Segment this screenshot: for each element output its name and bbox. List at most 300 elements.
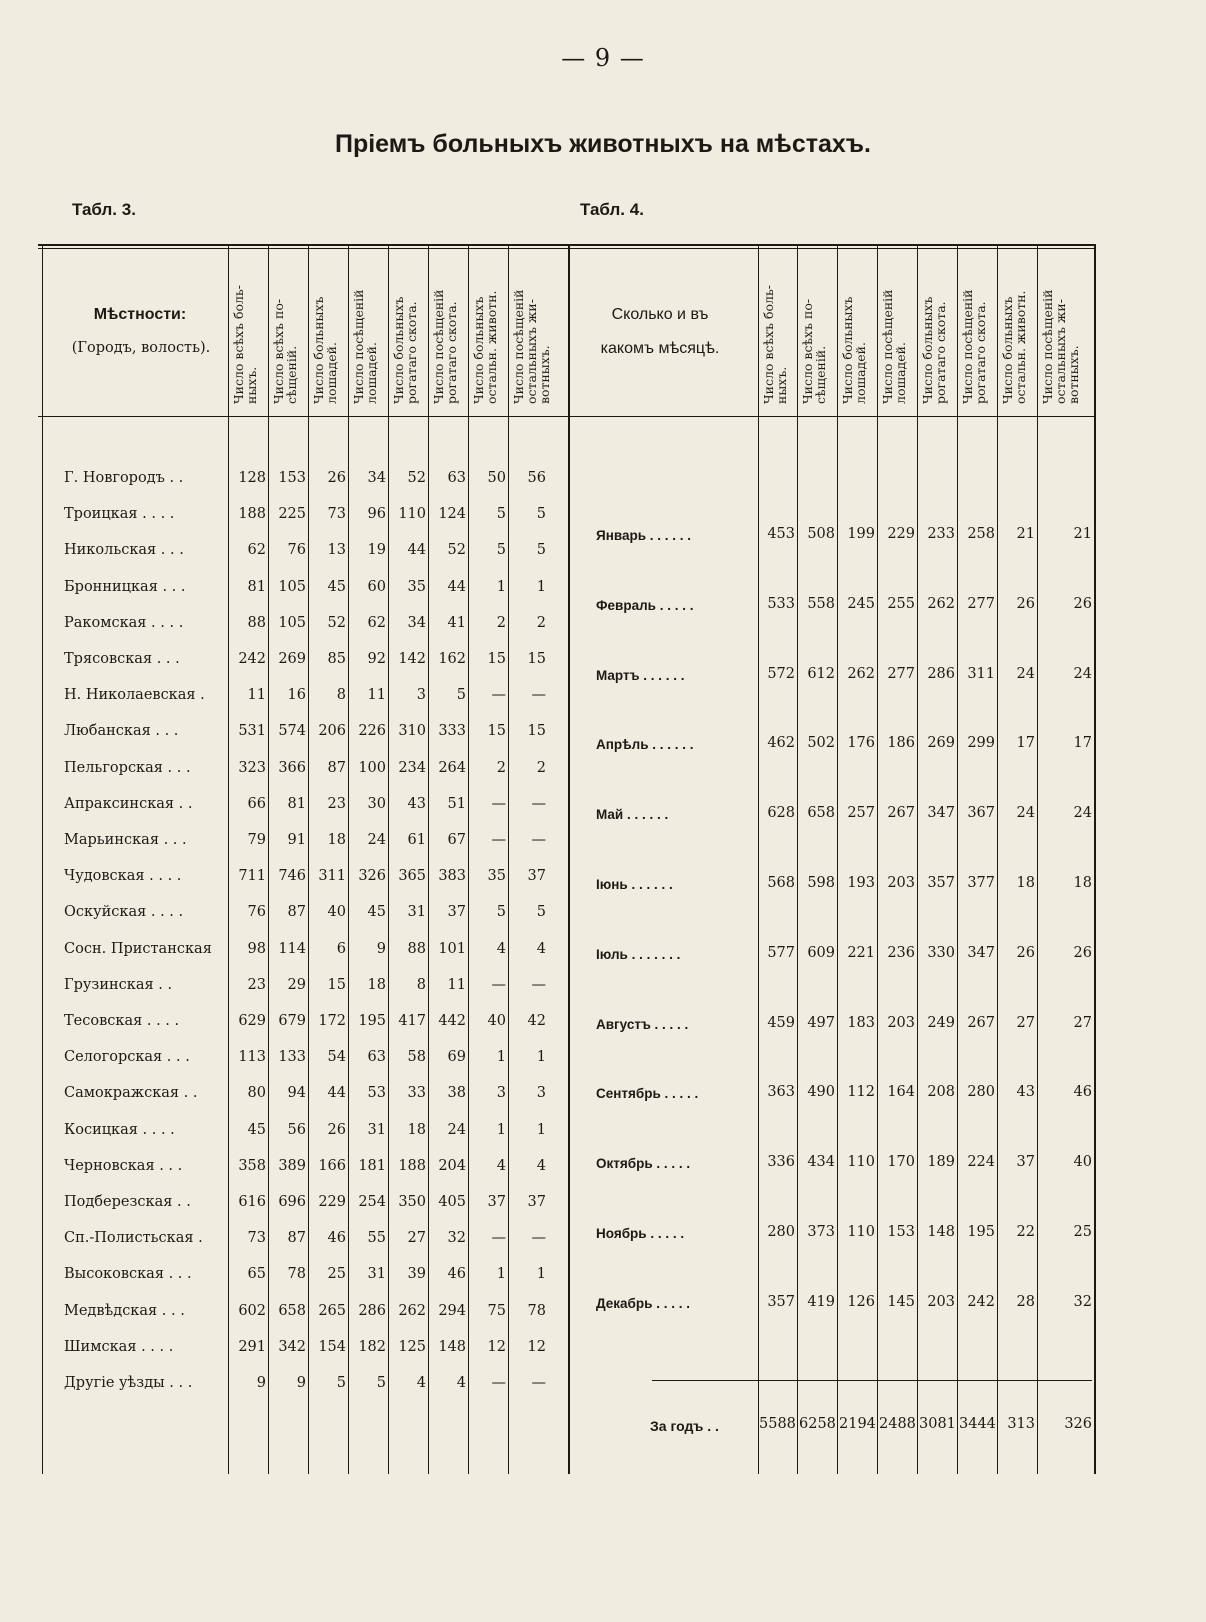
table3-cell: 76 (247, 904, 266, 921)
table3-cell: 4 (496, 940, 506, 957)
table3-cell: 1 (536, 1049, 546, 1066)
table4-cell: 236 (887, 944, 915, 961)
table4-cell: 21 (1016, 526, 1035, 542)
table3-cell: 225 (278, 506, 306, 523)
table4-cell: 434 (807, 1154, 835, 1171)
table3-cell: 5 (496, 506, 506, 523)
table4-cell: 453 (767, 526, 795, 542)
table3-cell: 23 (327, 795, 346, 812)
table3-cell: 264 (438, 759, 466, 776)
table3-cell: 87 (327, 759, 346, 776)
table3-row-name: Марьинская . . . (64, 832, 187, 848)
table4-cell: 176 (847, 735, 875, 752)
table4-cell: 126 (847, 1293, 875, 1310)
table4-total-cell: 326 (1064, 1416, 1092, 1432)
table4-cell: 286 (927, 665, 955, 682)
table3-cell: 35 (487, 868, 506, 885)
table4-month-name: Май . . . . . . (596, 807, 669, 823)
table3-cell: 616 (238, 1194, 266, 1210)
table3-row-name: Самокражская . . (64, 1085, 198, 1102)
table3-cell: 181 (358, 1157, 386, 1174)
table4-cell: 40 (1073, 1154, 1092, 1171)
table4-cell: 508 (807, 526, 835, 542)
table3-cell: 1 (496, 1266, 506, 1283)
table4-cell: 255 (887, 595, 915, 612)
table3-row-name: Косицкая . . . . (64, 1121, 175, 1138)
table3-column-header (268, 252, 308, 404)
table3-cell: 2 (496, 759, 506, 776)
table3-cell: 9 (256, 1375, 266, 1391)
table4-cell: 148 (927, 1224, 955, 1240)
table4-col-rule (837, 244, 838, 1474)
table3-cell: 2 (496, 614, 506, 631)
table4-column-header (797, 252, 837, 404)
table3-cell: 55 (367, 1230, 386, 1247)
table3-row-name: Шимская . . . . (64, 1338, 174, 1355)
table3-cell: — (491, 1230, 506, 1247)
table3-cell: 3 (416, 687, 426, 704)
table3-cell: 1 (496, 1121, 506, 1138)
table4-column-header (1037, 252, 1094, 404)
table3-cell: 291 (238, 1338, 266, 1355)
table4-cell: 26 (1073, 595, 1092, 612)
table3-cell: 27 (407, 1230, 426, 1247)
table3-cell: — (531, 795, 546, 812)
table4-cell: 203 (887, 875, 915, 891)
table3-col-rule (268, 244, 269, 1474)
table3-cell: 18 (407, 1121, 426, 1138)
table4-cell: 24 (1073, 805, 1092, 822)
table3-cell: 52 (407, 470, 426, 486)
table3-cell: 37 (487, 1194, 506, 1210)
table4-cell: 18 (1016, 875, 1035, 891)
table3-cell: 242 (238, 651, 266, 667)
table3-cell: 182 (358, 1338, 386, 1355)
table3-row-name: Другіе уѣзды . . . (64, 1375, 193, 1391)
table3-row-name: Никольская . . . (64, 542, 184, 559)
table4-cell: 110 (847, 1224, 875, 1240)
table4-cell: 26 (1016, 944, 1035, 961)
table3-column-header-text: Число всѣхъ боль- ныхъ. (231, 284, 259, 404)
table4-cell: 110 (847, 1154, 875, 1171)
table3-cell: 37 (527, 1194, 546, 1210)
table4-column-header-text: Число всѣхъ боль- ныхъ. (761, 284, 789, 404)
table4-cell: 27 (1016, 1014, 1035, 1031)
table4-head-title: Сколько и въ (611, 306, 709, 323)
table4-cell: 195 (967, 1224, 995, 1240)
table4-col-rule (997, 244, 998, 1474)
table3-cell: 13 (327, 542, 346, 559)
table3-cell: 11 (247, 687, 266, 704)
table3-row-name: Ракомская . . . . (64, 614, 184, 631)
table3-cell: 531 (238, 723, 266, 740)
table3-cell: 188 (398, 1157, 426, 1174)
table4-cell: 577 (767, 944, 795, 961)
left-border (42, 244, 43, 1474)
table3-cell: 383 (438, 868, 466, 885)
table4-cell: 233 (927, 526, 955, 542)
page-title: Пріемъ больныхъ животныхъ на мѣстахъ. (335, 130, 871, 158)
page-number: — 9 — (561, 44, 645, 72)
table3-cell: 333 (438, 723, 466, 740)
table3-cell: 15 (487, 651, 506, 667)
table4-month-name: Ноябрь . . . . . (596, 1226, 685, 1241)
table4-cell: 189 (927, 1154, 955, 1171)
table3-cell: — (491, 687, 506, 704)
table3-cell: 162 (438, 651, 466, 667)
table3-cell: 8 (336, 687, 346, 704)
table3-row-name: Бронницкая . . . (64, 578, 186, 595)
table4-cell: 183 (847, 1014, 875, 1031)
table3-column-header (348, 252, 388, 404)
table3-cell: 696 (278, 1194, 306, 1210)
table3-cell: 105 (278, 578, 306, 595)
table3-cell: 5 (536, 542, 546, 559)
table4-month-name: Февраль . . . . . (596, 597, 694, 613)
table3-cell: 73 (247, 1230, 266, 1247)
table3-column-header (468, 252, 508, 404)
table4-column-header (758, 252, 797, 404)
table4-cell: 203 (887, 1014, 915, 1031)
table4-col-rule (758, 244, 759, 1474)
table4-cell: 24 (1016, 805, 1035, 822)
table3-cell: 746 (278, 868, 306, 885)
table4-cell: 497 (807, 1014, 835, 1031)
table4-cell: 277 (967, 595, 995, 612)
table3-head-title: Мѣстности: (93, 306, 187, 323)
table3-cell: 294 (438, 1302, 466, 1319)
table4-column-header (837, 252, 877, 404)
table3-cell: 45 (327, 578, 346, 595)
table4-column-header-text: Число больныхъ остальн. животн. (1000, 290, 1028, 404)
table4-cell: 357 (927, 875, 955, 891)
table3-column-header (308, 252, 348, 404)
table4-cell: 199 (847, 526, 875, 542)
table3-row-name: Трясовская . . . (64, 651, 180, 667)
table3-cell: 46 (327, 1230, 346, 1247)
table3-cell: — (491, 1375, 506, 1391)
table4-cell: 377 (967, 875, 995, 891)
table3-cell: 58 (407, 1049, 426, 1066)
table4-cell: 193 (847, 875, 875, 891)
table3-cell: 56 (287, 1121, 306, 1138)
table3-cell: 32 (447, 1230, 466, 1247)
table3-cell: 78 (287, 1266, 306, 1283)
table3-cell: 37 (527, 868, 546, 885)
table3-cell: 41 (447, 614, 466, 631)
table4-cell: 269 (927, 735, 955, 752)
table4-month-name: Мартъ . . . . . . (596, 667, 685, 683)
table4-total-cell: 3444 (959, 1416, 996, 1432)
table4-cell: 490 (807, 1084, 835, 1101)
table3-cell: 1 (536, 1266, 546, 1283)
table3-row-name: Селогорская . . . (64, 1049, 190, 1066)
table3-cell: 91 (287, 832, 306, 848)
table4-cell: 18 (1073, 875, 1092, 891)
table4-col-rule (797, 244, 798, 1474)
table3-cell: 38 (447, 1085, 466, 1102)
table3-row-name: Апраксинская . . (64, 795, 193, 812)
table3-cell: 204 (438, 1157, 466, 1174)
table4-cell: 533 (767, 595, 795, 612)
table4-cell: 245 (847, 595, 875, 612)
table3-cell: 154 (318, 1338, 346, 1355)
table4-cell: 262 (927, 595, 955, 612)
table4-cell: 145 (887, 1293, 915, 1310)
table3-cell: 366 (278, 759, 306, 776)
table3-row-name: Черновская . . . (64, 1157, 183, 1174)
table4-month-name: Октябрь . . . . . (596, 1156, 691, 1172)
table3-cell: 56 (527, 470, 546, 486)
table3-cell: 62 (367, 614, 386, 631)
table4-cell: 336 (767, 1154, 795, 1171)
table3-label: Табл. 3. (72, 200, 136, 219)
total-label: За годъ . . (650, 1418, 719, 1434)
table4-cell: 203 (927, 1293, 955, 1310)
table4-month-name: Декабрь . . . . . (596, 1295, 690, 1311)
table3-cell: 5 (536, 904, 546, 921)
table3-cell: 40 (487, 1013, 506, 1029)
table3-cell: 142 (398, 651, 426, 667)
table4-total-cell: 6258 (799, 1416, 836, 1432)
table3-column-header (388, 252, 428, 404)
table3-cell: — (531, 1375, 546, 1391)
table3-column-header-text: Число больныхъ лошадей. (311, 296, 339, 404)
table3-row-name: Н. Николаевская . (64, 687, 205, 704)
table4-cell: 229 (887, 526, 915, 542)
table3-cell: 5 (456, 687, 466, 704)
table3-cell: 30 (367, 795, 386, 812)
table3-cell: 711 (238, 868, 266, 885)
table4-cell: 170 (887, 1154, 915, 1171)
table3-cell: 4 (536, 940, 546, 957)
table4-cell: 208 (927, 1084, 955, 1101)
table3-cell: 25 (327, 1266, 346, 1283)
table3-cell: 31 (367, 1266, 386, 1283)
table3-cell: 310 (398, 723, 426, 740)
table3-cell: 81 (247, 578, 266, 595)
table3-cell: — (491, 832, 506, 848)
table3-cell: 66 (247, 795, 266, 812)
table3-cell: 63 (447, 470, 466, 486)
table4-cell: 280 (967, 1084, 995, 1101)
table4-cell: 22 (1016, 1224, 1035, 1240)
table3-cell: 342 (278, 1338, 306, 1355)
table4-cell: 568 (767, 875, 795, 891)
table3-cell: 234 (398, 759, 426, 776)
table4-cell: 17 (1016, 735, 1035, 752)
table3-cell: 389 (278, 1157, 306, 1174)
tables-frame (38, 244, 1096, 1474)
table3-cell: 26 (327, 1121, 346, 1138)
table3-cell: — (531, 687, 546, 704)
table3-cell: 94 (287, 1085, 306, 1102)
table3-cell: 365 (398, 868, 426, 885)
table3-cell: 33 (407, 1085, 426, 1102)
table3-cell: 40 (327, 904, 346, 921)
table3-cell: 602 (238, 1302, 266, 1319)
table4-cell: 28 (1016, 1293, 1035, 1310)
table3-cell: 229 (318, 1194, 346, 1210)
table3-cell: 153 (278, 470, 306, 486)
table3-cell: 69 (447, 1049, 466, 1066)
table4-month-name: Августъ . . . . . (596, 1016, 689, 1032)
table4-month-name: Іюнь . . . . . . (596, 877, 673, 892)
table3-cell: 16 (287, 687, 306, 704)
table3-cell: 51 (447, 795, 466, 812)
table4-column-header (957, 252, 997, 404)
table3-cell: 79 (247, 832, 266, 848)
table4-cell: 267 (887, 805, 915, 822)
table3-cell: 24 (367, 832, 386, 848)
tables-divider (568, 244, 570, 1474)
table3-cell: 311 (318, 868, 346, 885)
table3-cell: 9 (376, 940, 386, 957)
table3-row-name: Подберезская . . (64, 1194, 191, 1210)
table4-cell: 26 (1016, 595, 1035, 612)
table3-cell: 88 (247, 614, 266, 631)
table3-cell: 98 (247, 940, 266, 957)
table4-cell: 257 (847, 805, 875, 822)
table3-cell: 442 (438, 1013, 466, 1029)
header-rule (38, 416, 1096, 417)
table3-cell: 78 (527, 1302, 546, 1319)
table4-cell: 164 (887, 1084, 915, 1101)
table3-cell: 52 (447, 542, 466, 559)
table4-cell: 277 (887, 665, 915, 682)
table4-label: Табл. 4. (580, 200, 644, 219)
table3-cell: 172 (318, 1013, 346, 1029)
table4-col-rule (917, 244, 918, 1474)
table4-total-cell: 2194 (839, 1416, 876, 1432)
table3-column-header-text: Число больныхъ остальн. животн. (471, 290, 499, 404)
table3-cell: 128 (238, 470, 266, 486)
table4-cell: 280 (767, 1224, 795, 1240)
table3-cell: 62 (247, 542, 266, 559)
table3-cell: 37 (447, 904, 466, 921)
table3-cell: 679 (278, 1013, 306, 1029)
table3-cell: 11 (367, 687, 386, 704)
table3-cell: 44 (447, 578, 466, 595)
table3-cell: 80 (247, 1085, 266, 1102)
table3-cell: 42 (527, 1013, 546, 1029)
table3-cell: 1 (536, 1121, 546, 1138)
table4-cell: 26 (1073, 944, 1092, 961)
table3-cell: 286 (358, 1302, 386, 1319)
table3-cell: 326 (358, 868, 386, 885)
table4-cell: 153 (887, 1224, 915, 1240)
table3-cell: 658 (278, 1302, 306, 1319)
table3-cell: 18 (327, 832, 346, 848)
table3-row-name: Пельгорская . . . (64, 759, 191, 776)
table3-column-header-text: Число посѣщеній рогатаго скота. (431, 289, 459, 404)
table3-cell: 2 (536, 614, 546, 631)
table3-cell: 18 (367, 976, 386, 993)
table3-cell: 12 (527, 1338, 546, 1355)
table4-col-rule (877, 244, 878, 1474)
table4-column-header-text: Число всѣхъ по- сѣщеній. (800, 298, 828, 404)
table3-cell: 195 (358, 1013, 386, 1029)
table3-cell: 31 (407, 904, 426, 921)
table3-row-name: Чудовская . . . . (64, 868, 182, 885)
table3-col-rule (508, 244, 509, 1474)
table3-cell: 110 (398, 506, 426, 523)
table4-col-rule (1037, 244, 1038, 1474)
total-rule (652, 1380, 1092, 1381)
table4-cell: 299 (967, 735, 995, 752)
table4-cell: 43 (1016, 1084, 1035, 1101)
table3-cell: 15 (327, 976, 346, 993)
table4-month-name: Іюль . . . . . . . (596, 946, 681, 962)
table3-cell: 88 (407, 940, 426, 957)
table3-column-header (428, 252, 468, 404)
table3-column-header-text: Число больныхъ рогатаго скота. (391, 296, 419, 404)
table3-row-name: Г. Новгородъ . . (64, 470, 184, 486)
table4-column-header (877, 252, 917, 404)
table4-column-header-text: Число посѣщеній остальныхъ жи- вотныхъ. (1040, 289, 1081, 404)
table3-cell: 12 (487, 1338, 506, 1355)
table4-cell: 363 (767, 1084, 795, 1101)
table3-cell: 45 (367, 904, 386, 921)
table3-cell: 50 (487, 470, 506, 486)
table4-cell: 311 (967, 665, 995, 682)
table4-cell: 330 (927, 944, 955, 961)
table4-cell: 258 (967, 526, 995, 542)
table3-row-name: Сп.-Полистьская . (64, 1230, 203, 1247)
table3-cell: 24 (447, 1121, 466, 1138)
table4-cell: 558 (807, 595, 835, 612)
table3-cell: 52 (327, 614, 346, 631)
table3-cell: 15 (487, 723, 506, 740)
table4-cell: 37 (1016, 1154, 1035, 1171)
table3-cell: 5 (496, 542, 506, 559)
table3-cell: 226 (358, 723, 386, 740)
table3-cell: 65 (247, 1266, 266, 1283)
table3-row-name: Высоковская . . . (64, 1266, 192, 1283)
table4-cell: 46 (1073, 1084, 1092, 1101)
table3-row-name: Медвѣдская . . . (64, 1302, 185, 1319)
table3-cell: 4 (456, 1375, 466, 1391)
table3-column-header (228, 252, 268, 404)
table4-cell: 347 (927, 805, 955, 822)
table3-cell: 1 (496, 578, 506, 595)
table3-cell: 44 (407, 542, 426, 559)
table4-cell: 347 (967, 944, 995, 961)
table3-cell: 262 (398, 1302, 426, 1319)
table3-cell: 1 (496, 1049, 506, 1066)
table3-cell: 265 (318, 1302, 346, 1319)
table3-cell: 9 (296, 1375, 306, 1391)
table3-cell: 23 (247, 976, 266, 993)
table3-row-name: Сосн. Пристанская (64, 940, 212, 957)
table4-month-name: Сентябрь . . . . . (596, 1086, 699, 1102)
table3-cell: 39 (407, 1266, 426, 1283)
table3-row-name: Оскуйская . . . . (64, 904, 184, 921)
table3-cell: 87 (287, 904, 306, 921)
table3-cell: 574 (278, 723, 306, 740)
table4-cell: 27 (1073, 1014, 1092, 1031)
table3-cell: 35 (407, 578, 426, 595)
table3-cell: — (531, 832, 546, 848)
table3-cell: 114 (278, 940, 306, 957)
table3-cell: 53 (367, 1085, 386, 1102)
table3-cell: 31 (367, 1121, 386, 1138)
table4-head-subtitle: какомъ мѣсяцѣ. (600, 340, 720, 357)
table4-cell: 21 (1073, 526, 1092, 542)
table4-column-header (997, 252, 1037, 404)
table4-total-cell: 3081 (919, 1416, 956, 1432)
table3-cell: 350 (398, 1194, 426, 1210)
